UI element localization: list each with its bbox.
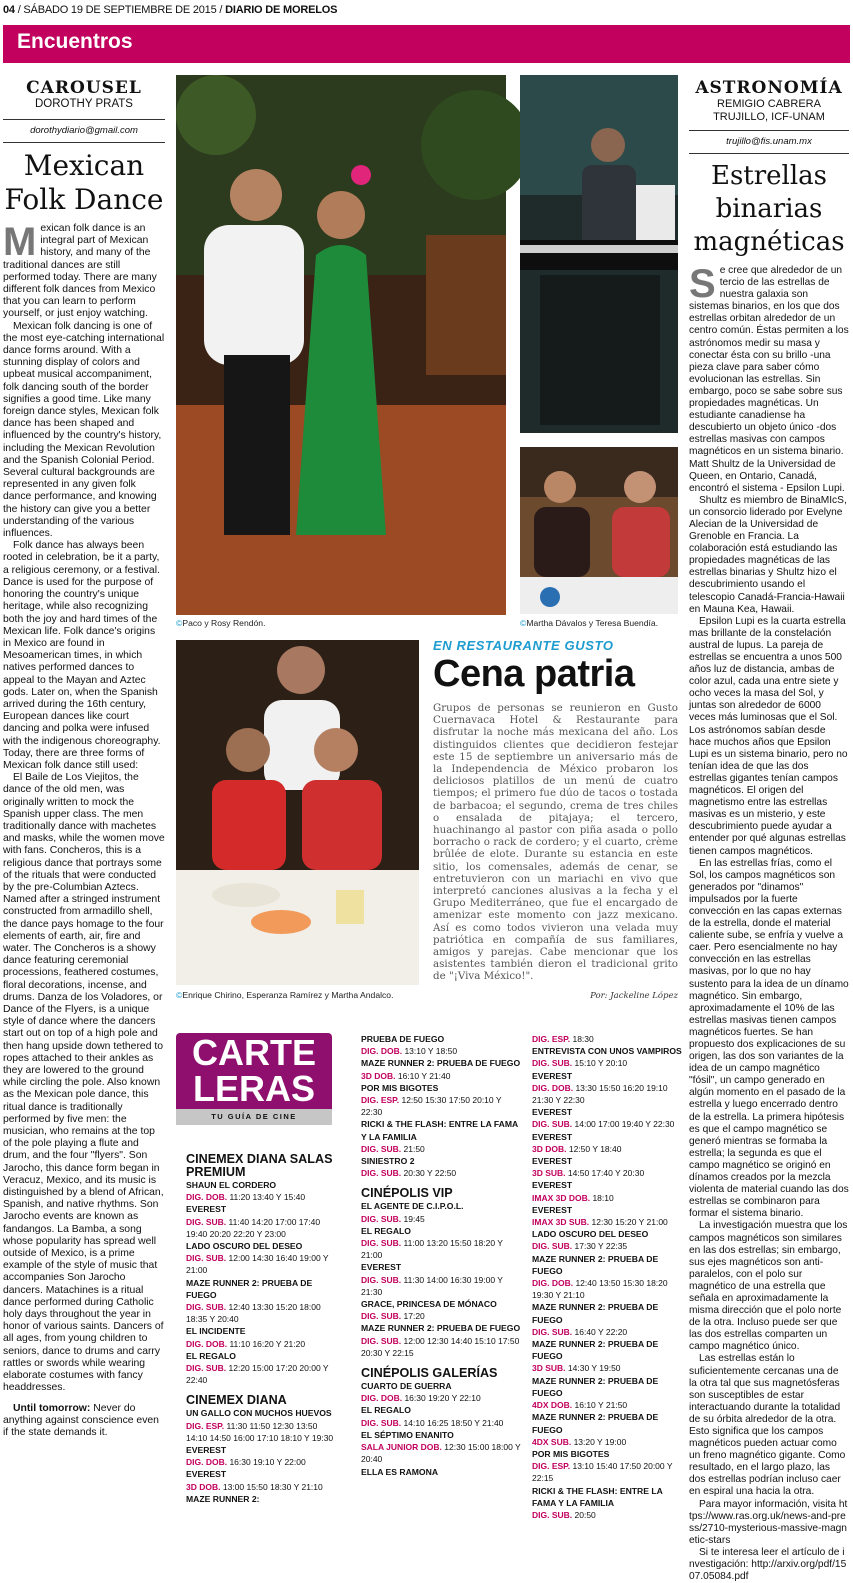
showtimes bbox=[361, 1094, 521, 1118]
showtime-list: 16:10 Y 21:50 bbox=[572, 1400, 628, 1411]
showtime-list: 12:40 13:30 15:20 18:00 18:35 Y 20:40 bbox=[186, 1302, 321, 1325]
showtime-list: 12:40 13:50 15:30 18:20 19:30 Y 21:10 bbox=[532, 1278, 668, 1301]
showtime-list: 20:30 Y 22:50 bbox=[401, 1168, 457, 1179]
movie-title: EVEREST bbox=[532, 1107, 573, 1118]
format-label: DIG. ESP. bbox=[532, 1034, 571, 1044]
format-label: 4DX DOB. bbox=[532, 1400, 573, 1411]
format-label: 3D DOB. bbox=[532, 1143, 567, 1154]
format-label: DIG. SUB. bbox=[361, 1213, 402, 1224]
movie-title: ELLA ES RAMONA bbox=[361, 1466, 439, 1477]
closing-label: Until tomorrow: bbox=[13, 1402, 91, 1414]
showtimes bbox=[361, 1417, 521, 1429]
carousel-column bbox=[3, 78, 165, 1439]
showtime-list: 13:00 15:50 18:30 Y 21:10 bbox=[220, 1481, 323, 1492]
showtimes bbox=[186, 1420, 336, 1444]
showtimes bbox=[361, 1143, 521, 1155]
movie-title: EVEREST bbox=[532, 1131, 573, 1142]
paragraph: La investigación muestra que los campos magnéticos son similares en las dos estrellas; sin embargo, sus ejes magnéticos son anti-paralelos, con el polo sur magnético de una estrella que señala en aproximadamente la misma dirección que el polo norte de la otra. Incluso puede ser que las dos estrellas comparten un campo magnético único. bbox=[689, 1220, 848, 1353]
movie-title: EVEREST bbox=[186, 1469, 227, 1480]
showtimes bbox=[361, 1392, 521, 1404]
showtime-list: 19:45 bbox=[401, 1213, 425, 1224]
showtime-list: 16:10 Y 21:40 bbox=[395, 1070, 451, 1081]
logo-mark: CARTE LERAS bbox=[176, 1033, 332, 1109]
movie-title: RICKI & THE FLASH: ENTRE LA FAMA Y LA FAMILIA bbox=[361, 1119, 518, 1142]
article-body bbox=[3, 220, 165, 1439]
format-label: DIG. SUB. bbox=[361, 1311, 402, 1322]
showtime-list: 18:10 bbox=[590, 1192, 614, 1203]
showtime-list: 14:00 17:00 19:40 Y 22:30 bbox=[572, 1119, 675, 1130]
showtime-list: 12:50 Y 18:40 bbox=[566, 1143, 622, 1154]
paragraph: exican folk dance is an integral part of Mexican history, and many of the traditional dances are still performed today. There are many different folk dances from Mexico that you can learn to perform yourself, or just enjoy watching. bbox=[3, 223, 157, 320]
movie-title: EVEREST bbox=[186, 1445, 227, 1456]
column-kicker: ASTRONOMÍA bbox=[695, 78, 843, 98]
showtimes bbox=[532, 1118, 682, 1130]
showtimes bbox=[361, 1237, 521, 1261]
format-label: DIG. DOB. bbox=[186, 1457, 228, 1468]
showtime-list: 11:10 16:20 Y 21:20 bbox=[227, 1338, 306, 1349]
format-label: DIG. SUB. bbox=[532, 1326, 573, 1337]
showtime-list: 11:30 14:00 16:30 19:00 Y 21:30 bbox=[361, 1274, 503, 1297]
showtimes bbox=[361, 1213, 521, 1225]
dropcap: M bbox=[3, 220, 37, 264]
showtime-list: 13:10 Y 18:50 bbox=[402, 1046, 458, 1057]
format-label: DIG. DOB. bbox=[361, 1046, 403, 1057]
showtimes bbox=[361, 1167, 521, 1179]
closing-note bbox=[3, 1403, 165, 1440]
format-label: DIG. DOB. bbox=[532, 1082, 574, 1093]
movie-title: EL INCIDENTE bbox=[186, 1326, 246, 1337]
showtimes bbox=[532, 1143, 682, 1155]
listings-column-3 bbox=[532, 1033, 682, 1521]
logo-tagline: TU GUÍA DE CINE bbox=[176, 1109, 332, 1125]
movie-title: EL REGALO bbox=[186, 1350, 236, 1361]
format-label: DIG. SUB. bbox=[186, 1363, 227, 1374]
dropcap: S bbox=[689, 262, 716, 306]
showtimes bbox=[361, 1045, 521, 1057]
format-label: 3D DOB. bbox=[186, 1481, 221, 1492]
showtimes bbox=[186, 1362, 336, 1386]
article-headline: Cena patria bbox=[433, 653, 635, 695]
article-body: Grupos de personas se reunieron en Gusto Cuernavaca Hotel & Restaurante para disfrutar la noche más mexicana del año. Los distinguidos clientes que decidieron festejar este 15 de septiembre un aniversario más de la Independencia de México probaron los deliciosos platillos de un menú de cuatro tiempos; el primero fue dúo de tacos o tostada de barbacoa; el segundo, crema de tres chiles o ensalada de pitajaya; el tercero, huachinango al pastor con piña asada o pollo borracho o rack de cordero; y el cuarto, crème brûlée de elote. Durante su estancia en este sitio, los comensales, además de cenar, se entretuvieron con un mariachi en vivo que interpretó canciones alusivas a la fecha y el Grupo Mediterráneo, que fue el encargado de amenizar este momento con jazz mexicano. Así es como todos vivieron una velada muy patriótica en compañía de sus familiares, amigos y parejas. Cabe mencionar que los asistentes también dieron el tradicional grito de "¡Viva México!". bbox=[433, 702, 678, 983]
format-label: DIG. SUB. bbox=[361, 1168, 402, 1179]
movie-title: MAZE RUNNER 2: PRUEBA DE FUEGO bbox=[532, 1253, 659, 1276]
showtime-list: 14:30 Y 19:50 bbox=[565, 1363, 621, 1374]
page-number: 04 bbox=[3, 4, 15, 16]
showtime-list: 12:00 14:30 16:40 19:00 Y 21:00 bbox=[186, 1253, 329, 1276]
movie-title: MAZE RUNNER 2: bbox=[186, 1493, 260, 1504]
showtimes bbox=[532, 1509, 682, 1521]
showtime-list: 13:20 Y 19:00 bbox=[571, 1436, 627, 1447]
movie-title: EVEREST bbox=[186, 1204, 227, 1215]
movie-title: EL REGALO bbox=[361, 1405, 411, 1416]
section-title: Encuentros bbox=[17, 30, 133, 53]
cinema-name: CINEMEX DIANA bbox=[186, 1393, 287, 1408]
paragraph: Shultz es miembro de BinaMIcS, un consorcio liderado por Evelyne Alecian de la Universidad de Grenoble en Francia. La colaboración está estudiando las propiedades magnéticas de las estrellas binarias y Shultz hizo el descubrimiento usando el telescopio Canadá-Francia-Hawaii en Mauna Kea, Hawaii. bbox=[689, 494, 847, 615]
format-label: DIG. SUB. bbox=[532, 1241, 573, 1252]
format-label: DIG. DOB. bbox=[186, 1192, 228, 1203]
movie-title: EL AGENTE DE C.I.P.O.L. bbox=[361, 1201, 464, 1212]
showtimes bbox=[532, 1082, 682, 1106]
movie-title: MAZE RUNNER 2: PRUEBA DE FUEGO bbox=[186, 1277, 313, 1300]
showtime-list: 16:40 Y 22:20 bbox=[572, 1326, 628, 1337]
showtime-list: 12:50 15:30 17:50 20:10 Y 22:30 bbox=[361, 1095, 502, 1118]
format-label: DIG. SUB. bbox=[186, 1216, 227, 1227]
movie-title: MAZE RUNNER 2: PRUEBA DE FUEGO bbox=[361, 1323, 521, 1334]
photo-caption: ©Enrique Chirino, Esperanza Ramírez y Martha Andalco. bbox=[176, 990, 394, 1000]
paragraph: Folk dance has always been rooted in celebration, be it a party, a religious ceremony, or a festival. Dance is used for the purpose of honoring the country's unique heritage, while also recognizing both the joy and hard times of the Mexican life. Folk dance's origins in Mexico are found in Mesoamerican times, in which natives performed dances to appeal to the Mayan and Aztec gods. Later on, when the Spanish arrived during the 16th century, European dances like court dancing and polka were infused with the indigenous choreography. Today, there are three forms of Mexican folk dance still used: bbox=[3, 540, 161, 771]
article-headline: Mexican Folk Dance bbox=[4, 149, 164, 216]
showtime-list: 11:00 13:20 15:50 18:20 Y 21:00 bbox=[361, 1238, 503, 1261]
format-label: DIG. SUB. bbox=[532, 1119, 573, 1130]
format-label: IMAX 3D SUB. bbox=[532, 1217, 590, 1228]
astronomy-column bbox=[689, 78, 849, 1583]
movie-title: SINIESTRO 2 bbox=[361, 1156, 415, 1167]
format-label: DIG. SUB. bbox=[186, 1253, 227, 1264]
movie-title: SHAUN EL CORDERO bbox=[186, 1180, 277, 1190]
showtimes bbox=[186, 1301, 336, 1325]
showtime-list: 12:00 12:30 14:40 15:10 17:50 20:30 Y 22:15 bbox=[361, 1335, 520, 1358]
format-label: 3D SUB. bbox=[532, 1168, 566, 1179]
showtimes bbox=[532, 1057, 682, 1069]
paragraph: El Baile de Los Viejitos, the dance of the old men, was originally written to mock the Spanish upper class. The men traditionally dance with machetes and masks, while the women move with fans. Concheros, this is a religious dance that portrays some of the rituals that were conducted by the pre-Columbian Aztecs. Named after a stringed instrument constructed from armadillo shell, the dance pays homage to the four elements of earth, air, fire and water. The Concheros is a showy dance featuring ceremonial processions, feathered costumes, floral decorations, incense, and drums. Danza de los Voladores, or Dance of the Flyers, is a unique style of dance where the dancers start out on top of a high pole and then hang upside down tethered to ropes attached to their ankles as they are lowered to the ground while circling the pole. Also known as the Mexican pole dance, this ritual dance is traditionally performed by five men: the musician, who remains at the top of the pole playing a flute and drum, and the four "flyers". Son Jarocho, this dance form began in Veracuz, Mexico, and its music is distinguished by a blend of African, Spanish, and native rhythms. Son Jarocho events are known as fandangos. La Bamba, a song whose popularity has spread well outside of Mexico, is a prime example of the style of music that accompanies Son Jarocho dancers. Matachines is a ritual dance performed during Catholic holy days throughout the year in honor of various saints. Dancers of all ages, from young children to seniors, dance to drums and carry rattles or swords while wearing elaborate costumes with fancy headdresses. bbox=[3, 772, 165, 1394]
format-label: DIG. SUB. bbox=[361, 1143, 402, 1154]
format-label: DIG. ESP. bbox=[186, 1420, 225, 1431]
showtime-list: 17:20 bbox=[401, 1311, 425, 1322]
movie-title: MAZE RUNNER 2: PRUEBA DE FUEGO bbox=[532, 1412, 659, 1435]
movie-title: MAZE RUNNER 2: PRUEBA DE FUEGO bbox=[532, 1302, 659, 1325]
format-label: DIG. SUB. bbox=[532, 1509, 573, 1520]
cinema-name: CINÉPOLIS GALERÍAS bbox=[361, 1366, 498, 1381]
format-label: DIG. ESP. bbox=[361, 1095, 400, 1106]
showtimes bbox=[186, 1252, 336, 1276]
showtimes bbox=[186, 1338, 336, 1350]
showtimes bbox=[532, 1436, 682, 1448]
article-kicker: EN RESTAURANTE GUSTO bbox=[433, 638, 614, 653]
showtimes bbox=[532, 1277, 682, 1301]
cinema-name: CINEMEX DIANA SALAS PREMIUM bbox=[186, 1152, 333, 1179]
photo-caption: ©Martha Dávalos y Teresa Buendía. bbox=[520, 618, 659, 628]
format-label: DIG. SUB. bbox=[361, 1417, 402, 1428]
showtime-list: 20:50 bbox=[572, 1509, 596, 1520]
showtime-list: 13:30 15:50 16:20 19:10 21:30 Y 22:30 bbox=[532, 1082, 668, 1106]
movie-title: EL REGALO bbox=[361, 1225, 411, 1236]
showtimes bbox=[532, 1460, 682, 1484]
paragraph: Para mayor información, visita https://www.ras.org.uk/news-and-press/2710-mysterious-massive-magnetic-stars bbox=[689, 1498, 848, 1546]
showtime-list: 11:40 14:20 17:00 17:40 19:40 20:20 22:20 Y 23:00 bbox=[186, 1216, 321, 1239]
showtimes bbox=[532, 1362, 682, 1374]
showtime-list: 17:30 Y 22:35 bbox=[572, 1241, 628, 1252]
page-header: 04 / SÁBADO 19 DE SEPTIEMBRE DE 2015 / DIARIO DE MORELOS bbox=[3, 4, 338, 16]
showtime-list: 16:30 19:20 Y 22:10 bbox=[402, 1393, 481, 1404]
movie-title: GRACE, PRINCESA DE MÓNACO bbox=[361, 1299, 497, 1310]
paragraph: Mexican folk dancing is one of the most eye-catching international dance forms around. With a stunning display of colors and upbeat musical accompaniment, folk dancing south of the border signifies a good time. Like many foreign dance styles, Mexican folk dance has been shaped and influenced by the country's history, including the Mexican Revolution and the Spanish Colonial Period. Several cultural backgrounds are represented in any given folk dance performance, and knowing the history can give you a better understanding of the various influences. bbox=[3, 320, 165, 540]
format-label: DIG. DOB. bbox=[361, 1393, 403, 1404]
format-label: 4DX SUB. bbox=[532, 1436, 572, 1447]
showtime-list: 11:20 13:40 Y 15:40 bbox=[227, 1192, 306, 1203]
movie-title: PRUEBA DE FUEGO bbox=[361, 1034, 445, 1044]
movie-title: POR MIS BIGOTES bbox=[532, 1448, 610, 1459]
article-body bbox=[689, 262, 849, 1583]
showtime-list: 18:30 bbox=[570, 1034, 594, 1044]
movie-title: ENTREVISTA CON UNOS VAMPIROS bbox=[532, 1046, 682, 1057]
movie-title: UN GALLO CON MUCHOS HUEVOS bbox=[186, 1408, 332, 1419]
showtimes bbox=[361, 1310, 521, 1322]
movie-title: MAZE RUNNER 2: PRUEBA DE FUEGO bbox=[361, 1058, 521, 1069]
photo-caption: ©Paco y Rosy Rendón. bbox=[176, 618, 266, 628]
paragraph: En las estrellas frías, como el Sol, los campos magnéticos son generados por "dinamos" impulsados por la fuerte convección en las capas externas de la estrella, donde el material caliente sube, se enfría y vuelve a caer. Pero esencialmente no hay convección en las estrellas masivas, por lo que no hay sustento para la idea de un dínamo magnético. Sin embargo, aproximadamente el 10% de las estrellas masivas tienen campos magnéticos fuertes. Se han propuesto dos explicaciones de su origen, las dos son variantes de la idea de un campo magnético "fósil", un campo generado en algún momento en el pasado de la estrella y luego encerrado dentro de la estrella. La primera hipótesis es que el campo magnético se generó mientras se formaba la estrella; la segunda es que el campo magnético se originó en dínamos creados por la mezcla violenta de material cuando las dos estrellas se combinaron para formar el sistema binario. bbox=[689, 857, 849, 1220]
listings-column-2 bbox=[361, 1033, 521, 1478]
showtime-list: 12:30 15:00 18:00 Y 20:40 bbox=[361, 1442, 521, 1465]
showtime-list: 11:30 11:50 12:30 13:50 14:10 14:50 16:00 17:10 18:10 Y 19:30 bbox=[186, 1420, 334, 1443]
showtime-list: 14:50 17:40 Y 20:30 bbox=[565, 1168, 645, 1179]
format-label: DIG. SUB. bbox=[361, 1274, 402, 1285]
format-label: DIG. DOB. bbox=[532, 1278, 574, 1289]
format-label: 3D SUB. bbox=[532, 1363, 566, 1374]
movie-title: EVEREST bbox=[361, 1262, 402, 1273]
format-label: IMAX 3D DOB. bbox=[532, 1192, 591, 1203]
newspaper-name: DIARIO DE MORELOS bbox=[225, 4, 338, 16]
movie-title: RICKI & THE FLASH: ENTRE LA FAMA Y LA FAMILIA bbox=[532, 1485, 663, 1508]
showtimes bbox=[532, 1167, 682, 1179]
showtimes bbox=[186, 1191, 336, 1203]
showtimes bbox=[532, 1399, 682, 1411]
showtimes bbox=[361, 1274, 521, 1298]
showtimes bbox=[186, 1216, 336, 1240]
movie-title: CUARTO DE GUERRA bbox=[361, 1381, 452, 1392]
format-label: 3D DOB. bbox=[361, 1070, 396, 1081]
showtimes bbox=[361, 1070, 521, 1082]
photo-women bbox=[520, 447, 678, 614]
showtimes bbox=[532, 1216, 682, 1228]
author-name: REMIGIO CABRERA TRUJILLO, ICF-UNAM bbox=[713, 98, 825, 123]
closing-text: Never do anything against conscience even if the state demands it. bbox=[3, 1402, 159, 1438]
showtimes bbox=[532, 1240, 682, 1252]
movie-title: LADO OSCURO DEL DESEO bbox=[532, 1229, 649, 1240]
movie-title: EVEREST bbox=[532, 1156, 573, 1167]
format-label: DIG. SUB. bbox=[186, 1302, 227, 1313]
movie-title: EL SÉPTIMO ENANITO bbox=[361, 1429, 454, 1440]
photo-keyboardist bbox=[520, 75, 678, 433]
showtimes bbox=[361, 1441, 521, 1465]
listings-column-1 bbox=[186, 1153, 336, 1505]
section-banner bbox=[3, 25, 850, 63]
movie-title: LADO OSCURO DEL DESEO bbox=[186, 1241, 303, 1252]
article-byline: Por: Jackeline López bbox=[590, 990, 678, 1001]
author-email[interactable]: trujillo@fis.unam.mx bbox=[726, 136, 812, 147]
showtime-list: 12:30 15:20 Y 21:00 bbox=[589, 1217, 668, 1228]
movie-title: EVEREST bbox=[532, 1180, 573, 1191]
movie-title: MAZE RUNNER 2: PRUEBA DE FUEGO bbox=[532, 1375, 659, 1398]
showtimes bbox=[186, 1456, 336, 1468]
movie-title: MAZE RUNNER 2: PRUEBA DE FUEGO bbox=[532, 1339, 659, 1362]
showtime-list: 16:30 19:10 Y 22:00 bbox=[227, 1457, 306, 1468]
format-label: DIG. ESP. bbox=[532, 1461, 571, 1472]
photo-group bbox=[176, 640, 419, 985]
format-label: DIG. SUB. bbox=[532, 1058, 573, 1069]
format-label: SALA JUNIOR DOB. bbox=[361, 1442, 442, 1453]
showtimes bbox=[186, 1481, 336, 1493]
showtime-list: 13:10 15:40 17:50 20:00 Y 22:15 bbox=[532, 1461, 673, 1484]
paragraph: e cree que alrededor de un tercio de las estrellas de nuestra galaxia son sistemas binarios, en los que dos estrellas orbitan alrededor de un centro común. Éstas permiten a los astrónomos medir su masa y conectar ésta con su brillo -una pieza clave para saber cómo evolucionan las estrellas. Sin embargo, poco se sabe sobre sus propiedades magnéticas. Un estudiante canadiense ha descubierto un objeto único -dos estrellas masivas con campos magnéticos en un sistema binario. Matt Shultz de la Universidad de Queen, en Ontario, Canadá, encontró el sistema - Epsilon Lupi. bbox=[689, 265, 849, 494]
showtimes bbox=[532, 1326, 682, 1338]
cinema-name: CINÉPOLIS VIP bbox=[361, 1186, 453, 1201]
showtime-list: 21:50 bbox=[401, 1143, 425, 1154]
movie-title: EVEREST bbox=[532, 1204, 573, 1215]
column-kicker: CAROUSEL bbox=[26, 78, 142, 98]
paragraph: Las estrellas están lo suficientemente cercanas una de la otra tal que sus magnetósferas son susceptibles de estar interactuando durante la totalidad de su órbita alrededor de la otra. Esto significa que los campos magnéticos pueden actuar como un freno magnético gigante. Como resultado, en el largo plazo, las dos estrellas podrían incluso caer en espiral una hacia la otra. bbox=[689, 1353, 846, 1498]
showtime-list: 15:10 Y 20:10 bbox=[572, 1058, 628, 1069]
showtime-list: 12:20 15:00 17:20 20:00 Y 22:40 bbox=[186, 1363, 329, 1386]
showtimes bbox=[532, 1033, 682, 1045]
author-name: DOROTHY PRATS bbox=[35, 98, 133, 110]
format-label: DIG. SUB. bbox=[361, 1335, 402, 1346]
movie-title: EVEREST bbox=[532, 1070, 573, 1081]
article-headline: Estrellas binarias magnéticas bbox=[693, 161, 845, 257]
paragraph: Epsilon Lupi es la cuarta estrella mas brillante de la constelación austral de lupus. La pareja de estrellas se encuentra a unos 500 años luz de distancia, ambas de color azul, cada una entre siete y ocho veces la masa del Sol, y juntas son alrededor de 6000 veces más luminosas que el Sol. Los astrónomos sabían desde hace muchos años que Epsilon Lupi es un sistema binario, pero no tenían idea de que las dos estrellas gigantes tenían campos magnéticos. El origen del magnetismo entre las estrellas masivas es un misterio, y este descubrimiento puede ayudar a entender por qué algunas estrellas tienen campos magnéticos. bbox=[689, 615, 848, 857]
photo-couple bbox=[176, 75, 506, 615]
author-email[interactable]: dorothydiario@gmail.com bbox=[30, 125, 138, 136]
showtimes bbox=[361, 1335, 521, 1359]
carteleras-logo bbox=[176, 1033, 332, 1125]
issue-date: SÁBADO 19 DE SEPTIEMBRE DE 2015 bbox=[23, 4, 217, 16]
showtime-list: 14:10 16:25 18:50 Y 21:40 bbox=[401, 1417, 504, 1428]
cena-article bbox=[433, 638, 678, 1001]
showtimes bbox=[532, 1192, 682, 1204]
movie-title: POR MIS BIGOTES bbox=[361, 1082, 439, 1093]
format-label: DIG. DOB. bbox=[186, 1338, 228, 1349]
format-label: DIG. SUB. bbox=[361, 1238, 402, 1249]
paragraph: Si te interesa leer el artículo de investigación: http://arxiv.org/pdf/1507.05084.pdf bbox=[689, 1546, 847, 1583]
